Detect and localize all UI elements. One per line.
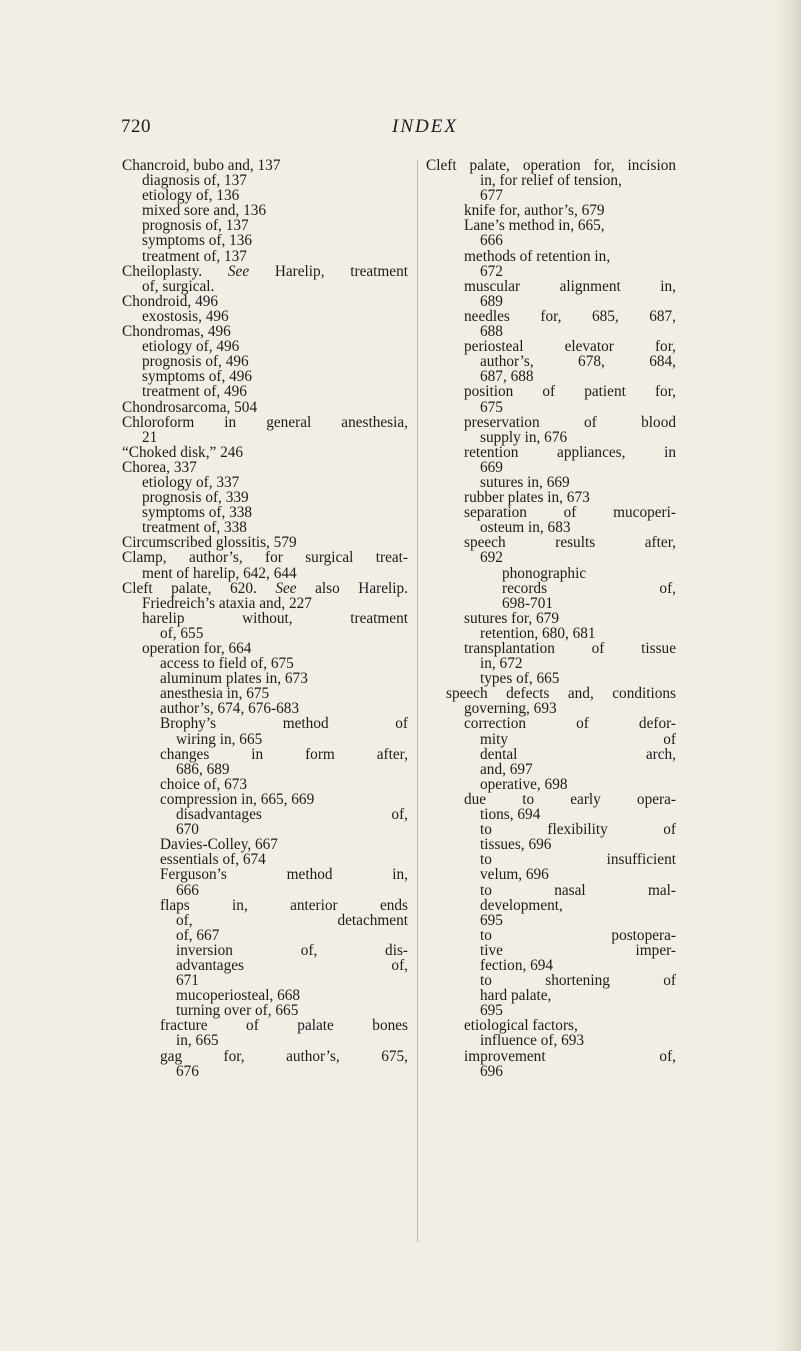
index-entry: governing, 693	[464, 700, 557, 718]
index-entry: to shortening of	[480, 972, 676, 990]
index-entry: author’s, 678, 684,	[480, 353, 676, 371]
index-entry: muscular alignment in,	[464, 277, 676, 295]
index-entry: to insufficient	[480, 851, 676, 869]
index-entry: turning over of, 665	[176, 1002, 299, 1020]
page-edge-shadow	[775, 0, 801, 1351]
index-entry: “Choked disk,” 246	[122, 443, 244, 461]
index-entry: retention appliances, in	[464, 443, 676, 461]
index-entry: treatment of, 137	[142, 247, 247, 265]
index-entry: Brophy’s method of	[160, 715, 408, 733]
index-entry: needles for, 685, 687,	[464, 307, 676, 325]
index-entry: wiring in, 665	[176, 730, 263, 748]
index-entry: 695	[480, 1002, 503, 1020]
index-entry: compression in, 665, 669	[160, 790, 315, 808]
index-entry: of, 667	[176, 926, 220, 944]
index-entry: 688	[480, 323, 503, 341]
column-divider	[417, 160, 418, 1242]
index-entry: 687, 688	[480, 368, 534, 386]
index-entry: 698-701	[502, 594, 553, 612]
index-entry: 676	[176, 1062, 199, 1080]
index-entry: 670	[176, 821, 199, 839]
index-entry: sutures in, 669	[480, 473, 570, 491]
index-entry: 695	[480, 911, 503, 929]
index-entry: treatment of, 338	[142, 519, 247, 537]
index-entry: correction of defor-	[464, 715, 676, 733]
index-entry: ment of harelip, 642, 644	[142, 564, 297, 582]
index-entry: Friedreich’s ataxia and, 227	[142, 594, 312, 612]
index-entry: types of, 665	[480, 670, 560, 688]
index-entry: Ferguson’s method in,	[160, 866, 408, 884]
index-entry: velum, 696	[480, 866, 549, 884]
index-entry: preservation of blood	[464, 413, 676, 431]
index-entry: symptoms of, 496	[142, 368, 253, 386]
index-column-right	[426, 158, 676, 1079]
page-number: 720	[121, 116, 151, 137]
index-entry: operative, 698	[480, 775, 568, 793]
index-entry: sutures for, 679	[464, 609, 559, 627]
index-entry: etiology of, 136	[142, 187, 240, 205]
index-entry: speech defects and, conditions	[446, 685, 676, 703]
index-entry: flaps in, anterior ends	[160, 896, 408, 914]
index-entry: separation of mucoperi-	[464, 504, 676, 522]
index-entry: in, 665	[176, 1032, 219, 1050]
index-entry: tive imper-	[480, 941, 676, 959]
index-entry: mity of	[480, 730, 676, 748]
index-entry: Chondroid, 496	[122, 292, 219, 310]
index-entry: dental arch,	[480, 745, 676, 763]
index-entry: symptoms of, 136	[142, 232, 253, 250]
index-entry: 689	[480, 292, 503, 310]
index-entry: etiology of, 337	[142, 473, 240, 491]
index-entry: retention, 680, 681	[480, 624, 596, 642]
index-entry: to postopera-	[480, 926, 676, 944]
index-entry: in, 672	[480, 655, 523, 673]
index-entry: operation for, 664	[142, 640, 252, 657]
index-entry: Cheiloplasty. See Harelip, treatment	[122, 262, 408, 280]
index-entry: author’s, 674, 676-683	[160, 700, 300, 718]
index-entry: Cleft palate, 620. See also Harelip.	[122, 579, 409, 597]
index-entry: 677	[480, 187, 503, 205]
index-entry: Clamp, author’s, for surgical treat-	[122, 549, 408, 567]
index-entry: Chondrosarcoma, 504	[122, 398, 258, 416]
index-entry: 696	[480, 1062, 503, 1080]
index-entry: influence of, 693	[480, 1032, 585, 1050]
index-entry: and, 697	[480, 760, 533, 778]
index-entry: 675	[480, 398, 503, 416]
running-head-title: INDEX	[392, 116, 458, 137]
index-entry: mucoperiosteal, 668	[176, 987, 301, 1005]
index-entry: Chancroid, bubo and, 137	[122, 157, 281, 174]
index-entry: records of,	[502, 579, 676, 597]
page-header	[0, 116, 801, 140]
index-entry: Chorea, 337	[122, 458, 197, 476]
index-entry: development,	[480, 896, 563, 914]
index-entry: of, detachment	[176, 911, 408, 929]
index-entry: transplantation of tissue	[464, 640, 676, 657]
index-entry: prognosis of, 339	[142, 489, 249, 507]
index-entry: 21	[142, 428, 158, 446]
index-entry: prognosis of, 496	[142, 353, 249, 371]
index-entry: of, 655	[160, 624, 204, 642]
index-entry: supply in, 676	[480, 428, 568, 446]
index-entry: to nasal mal-	[480, 881, 676, 899]
index-entry: disadvantages of,	[176, 806, 408, 824]
index-entry: Cleft palate, operation for, incision	[426, 157, 676, 174]
index-entry: Chloroform in general anesthesia,	[122, 413, 408, 431]
index-entry: due to early opera-	[464, 790, 676, 808]
index-entry: phonographic	[502, 564, 587, 582]
index-entry: Chondromas, 496	[122, 323, 231, 341]
index-entry: anesthesia in, 675	[160, 685, 270, 703]
index-entry: of, surgical.	[142, 277, 215, 295]
index-entry: harelip without, treatment	[142, 609, 408, 627]
index-entry: inversion of, dis-	[176, 941, 408, 959]
index-entry: etiological factors,	[464, 1017, 578, 1035]
index-entry: Davies-Colley, 667	[160, 836, 278, 854]
index-entry: diagnosis of, 137	[142, 172, 247, 190]
index-entry: 671	[176, 972, 199, 990]
index-entry: access to field of, 675	[160, 655, 294, 673]
index-entry: 666	[176, 881, 199, 899]
index-entry: speech results after,	[464, 534, 676, 552]
index-entry: 666	[480, 232, 503, 250]
index-entry: gag for, author’s, 675,	[160, 1047, 408, 1065]
index-entry: changes in form after,	[160, 745, 408, 763]
index-entry: fection, 694	[480, 956, 554, 974]
index-entry: rubber plates in, 673	[464, 489, 590, 507]
index-entry: methods of retention in,	[464, 247, 611, 265]
index-column-left	[122, 158, 408, 1079]
index-entry: hard palate,	[480, 987, 552, 1005]
index-entry: fracture of palate bones	[160, 1017, 408, 1035]
index-entry: choice of, 673	[160, 775, 248, 793]
index-entry: to flexibility of	[480, 821, 676, 839]
index-entry: aluminum plates in, 673	[160, 670, 308, 688]
index-entry: prognosis of, 137	[142, 217, 249, 235]
index-entry: Lane’s method in, 665,	[464, 217, 605, 235]
index-entry: 669	[480, 458, 503, 476]
index-entry: 692	[480, 549, 503, 567]
index-entry: treatment of, 496	[142, 383, 247, 401]
index-entry: osteum in, 683	[480, 519, 571, 537]
index-entry: tions, 694	[480, 806, 541, 824]
index-entry: periosteal elevator for,	[464, 338, 676, 356]
index-entry: knife for, author’s, 679	[464, 202, 605, 220]
index-entry: improvement of,	[464, 1047, 676, 1065]
index-entry: 686, 689	[176, 760, 230, 778]
index-entry: mixed sore and, 136	[142, 202, 267, 220]
index-entry: essentials of, 674	[160, 851, 266, 869]
index-entry: exostosis, 496	[142, 307, 229, 325]
index-entry: tissues, 696	[480, 836, 552, 854]
index-entry: etiology of, 496	[142, 338, 240, 356]
index-entry: Circumscribed glossitis, 579	[122, 534, 297, 552]
index-entry: position of patient for,	[464, 383, 676, 401]
index-entry: in, for relief of tension,	[480, 172, 622, 190]
index-entry: 672	[480, 262, 503, 280]
index-entry: symptoms of, 338	[142, 504, 253, 522]
index-entry: advantages of,	[176, 956, 408, 974]
